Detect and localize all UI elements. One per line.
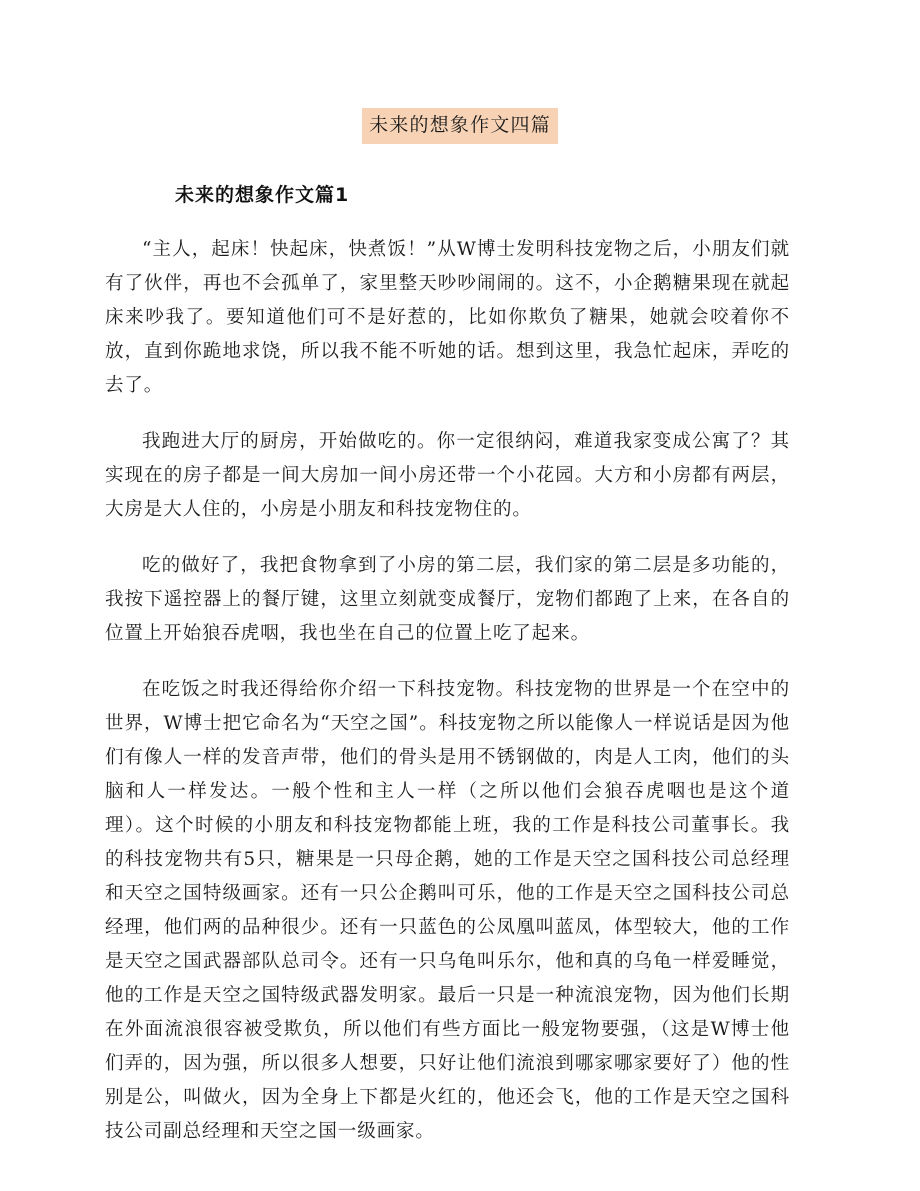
section-heading-1: 未来的想象作文篇1 (175, 183, 350, 206)
document-title-container (0, 0, 920, 144)
paragraph-3: 吃的做好了，我把食物拿到了小房的第二层，我们家的第二层是多功能的，我按下遥控器上的餐厅键，这里立刻就变成餐厅，宠物们都跑了上来，在各自的位置上开始狼吞虎咽，我也坐在自己的位置上吃了起来。 (105, 554, 790, 644)
document-body (0, 233, 920, 1149)
document-title: 未来的想象作文四篇 (362, 108, 558, 144)
paragraph-1: “主人，起床！快起床，快煮饭！”从W博士发明科技宠物之后，小朋友们就有了伙伴，再也不会孤单了，家里整天吵吵闹闹的。这不，小企鹅糖果现在就起床来吵我了。要知道他们可不是好惹的，比如你欺负了糖果，她就会咬着你不放，直到你跪地求饶，所以我不能不听她的话。想到这里，我急忙起床，弄吃的去了。 (105, 238, 790, 396)
paragraph-2: 我跑进大厅的厨房，开始做吃的。你一定很纳闷，难道我家变成公寓了？其实现在的房子都是一间大房加一间小房还带一个小花园。大方和小房都有两层，大房是大人住的，小房是小朋友和科技宠物住的。 (105, 430, 790, 520)
paragraph-4: 在吃饭之时我还得给你介绍一下科技宠物。科技宠物的世界是一个在空中的世界，W博士把它命名为“天空之国”。科技宠物之所以能像人一样说话是因为他们有像人一样的发音声带，他们的骨头是用不锈钢做的，肉是人工肉，他们的头脑和人一样发达。一般个性和主人一样（之所以他们会狼吞虎咽也是这个道理）。这个时候的小朋友和科技宠物都能上班，我的工作是科技公司董事长。我的科技宠物共有5只，糖果是一只母企鹅，她的工作是天空之国科技公司总经理和天空之国特级画家。还有一只公企鹅叫可乐，他的工作是天空之国科技公司总经理，他们两的品种很少。还有一只蓝色的公凤凰叫蓝凤，体型较大，他的工作是天空之国武器部队总司令。还有一只乌龟叫乐尔，他和真的乌龟一样爱睡觉，他的工作是天空之国特级武器发明家。最后一只是一种流浪宠物，因为他们长期在外面流浪很容被受欺负，所以他们有些方面比一般宠物要强，（这是W博士他们弄的，因为强，所以很多人想要，只好让他们流浪到哪家哪家要好了）他的性别是公，叫做火，因为全身上下都是火红的，他还会飞，他的工作是天空之国科技公司副总经理和天空之国一级画家。 (105, 678, 790, 1142)
